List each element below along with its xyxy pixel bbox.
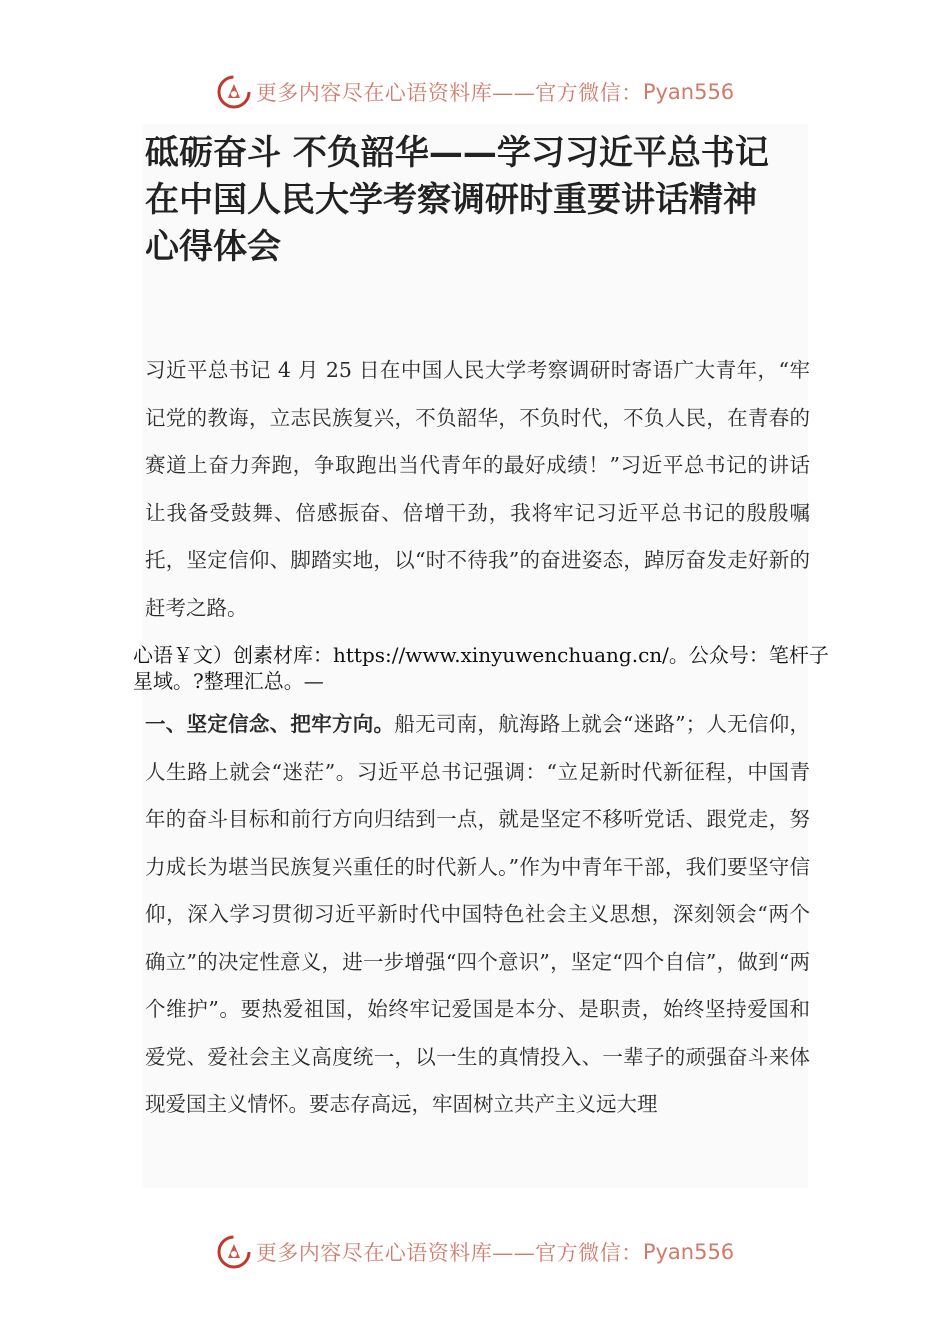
brand-logo-icon bbox=[216, 74, 252, 110]
brand-logo-icon bbox=[216, 1234, 252, 1270]
banner-text: 更多内容尽在心语资料库——官方微信： bbox=[255, 1241, 643, 1265]
inserted-source-line: 心语￥文）创素材库：https://www.xinyuwenchuang.cn/。公众号：笔杆子星域。?整理汇总。— bbox=[133, 643, 829, 693]
paragraph-1: 习近平总书记 4 月 25 日在中国人民大学考察调研时寄语广大青年，“牢记党的教诲，立志民族复兴，不负韶华，不负时代，不负人民，在青春的赛道上奋力奔跑，争取跑出当代青年的最好成绩！”习近平总书记的讲话让我备受鼓舞、倍感振奋、倍增干劲，我将牢记习近平总书记的殷殷嘱托，坚定信仰、脚踏实地，以“时不待我”的奋进姿态，踔厉奋发走好新的赶考之路。 bbox=[145, 358, 810, 620]
paragraph-2 bbox=[145, 701, 810, 1129]
header-banner bbox=[0, 72, 950, 112]
footer-banner bbox=[0, 1232, 950, 1272]
banner-wechat-id: Pyan556 bbox=[642, 80, 735, 104]
paragraph-2-heading: 一、坚定信念、把牢方向。 bbox=[145, 712, 395, 736]
document-title: 砥砺奋斗 不负韶华——学习习近平总书记在中国人民大学考察调研时重要讲话精神心得体会 bbox=[145, 133, 769, 267]
banner-wechat-id: Pyan556 bbox=[642, 1240, 735, 1264]
paragraph-2-body: 船无司南，航海路上就会“迷路”；人无信仰，人生路上就会“迷茫”。习近平总书记强调：“立足新时代新征程，中国青年的奋斗目标和前行方向归结到一点，就是坚定不移听党话、跟党走，努力成长为堪当民族复兴重任的时代新人。”作为中青年干部，我们要坚守信仰，深入学习贯彻习近平新时代中国特色社会主义思想，深刻领会“两个确立”的决定性意义，进一步增强“四个意识”，坚定“四个自信”，做到“两个维护”。要热爱祖国，始终牢记爱国是本分、是职责，始终坚持爱国和爱党、爱社会主义高度统一，以一生的真情投入、一辈子的顽强奋斗来体现爱国主义情怀。要志存高远，牢固树立共产主义远大理 bbox=[145, 712, 811, 1116]
banner-text: 更多内容尽在心语资料库——官方微信： bbox=[255, 81, 643, 105]
